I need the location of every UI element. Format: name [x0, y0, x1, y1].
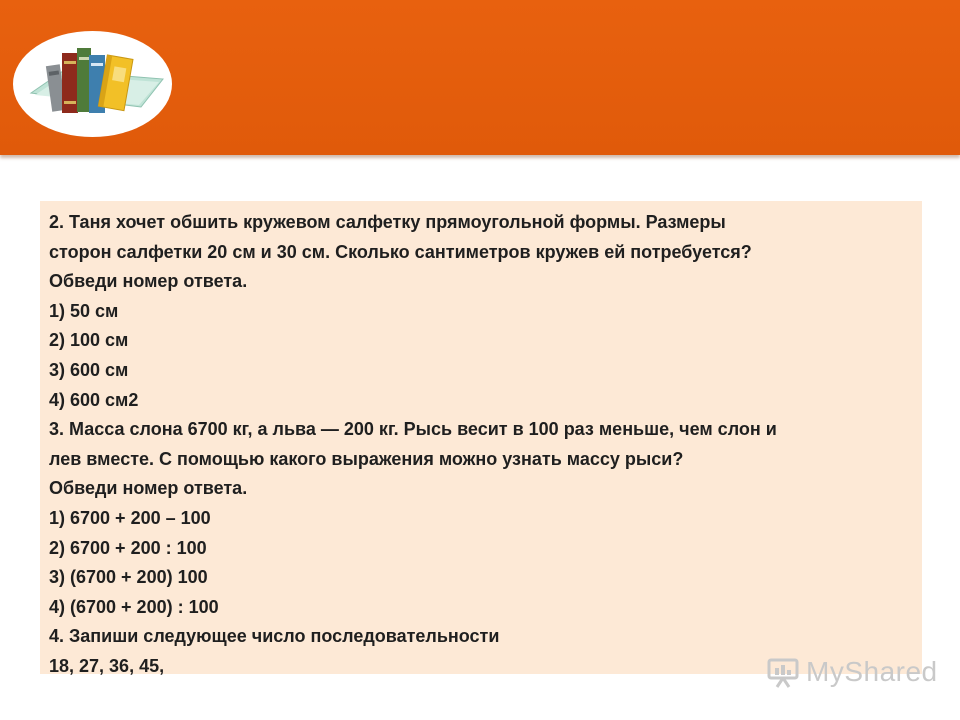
- text-line: 18, 27, 36, 45,: [49, 655, 165, 676]
- books-logo: [13, 31, 172, 137]
- watermark-text: MyShared: [806, 656, 938, 687]
- exercise-text: [49, 208, 915, 682]
- answer-option: 1) 6700 + 200 – 100: [49, 507, 211, 528]
- answer-option: 3) 600 см: [49, 359, 129, 380]
- answer-option: 3) (6700 + 200) 100: [49, 567, 208, 588]
- exercise-panel: [40, 201, 922, 674]
- text-line: 2. Таня хочет обшить кружевом салфетку прямоугольной формы. Размеры: [49, 212, 726, 232]
- presentation-board-icon: [766, 656, 802, 688]
- answer-option: 4) (6700 + 200) : 100: [49, 596, 219, 617]
- answer-option: 4) 600 см2: [49, 389, 139, 410]
- text-line: 4. Запиши следующее число последовательности: [49, 626, 500, 647]
- watermark: [766, 654, 936, 690]
- text-line: лев вместе. С помощью какого выражения можно узнать массу рыси?: [49, 448, 684, 469]
- answer-option: 1) 50 см: [49, 300, 119, 321]
- text-line: Обведи номер ответа.: [49, 478, 248, 499]
- text-line: 3. Масса слона 6700 кг, а льва — 200 кг. Рысь весит в 100 раз меньше, чем слон и: [49, 419, 777, 440]
- books-icon: [13, 31, 172, 137]
- text-line: сторон салфетки 20 см и 30 см. Сколько сантиметров кружев ей потребуется?: [49, 241, 752, 262]
- answer-option: 2) 6700 + 200 : 100: [49, 537, 207, 558]
- text-line: Обведи номер ответа.: [49, 271, 248, 292]
- answer-option: 2) 100 см: [49, 330, 129, 351]
